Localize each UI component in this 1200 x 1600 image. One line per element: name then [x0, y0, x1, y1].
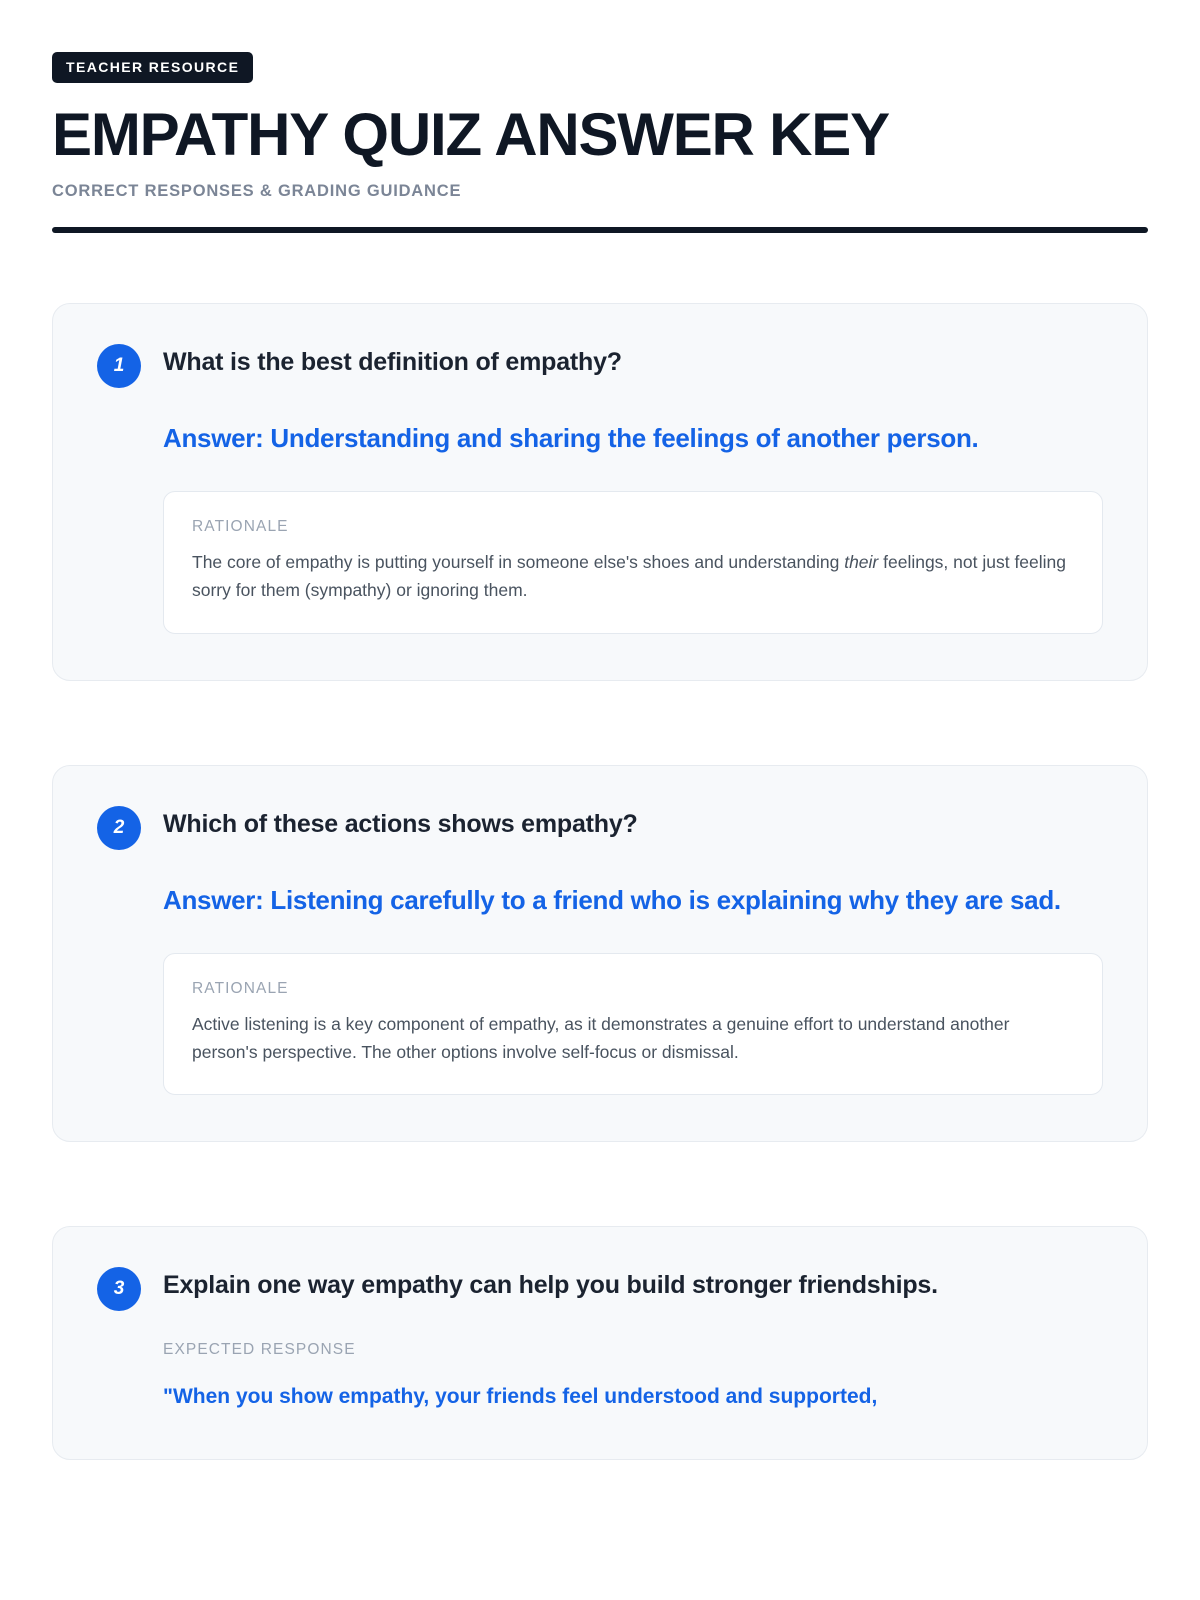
answer-text: Answer: Listening carefully to a friend who is explaining why they are sad.: [163, 884, 1061, 915]
rationale-text-pre: The core of empathy is putting yourself in someone else's shoes and understanding: [192, 551, 845, 572]
question-card: [52, 1226, 1148, 1460]
page-title: EMPATHY QUIZ ANSWER KEY: [52, 101, 889, 168]
question-body: [97, 1341, 1103, 1413]
page-subtitle: CORRECT RESPONSES & GRADING GUIDANCE: [52, 182, 462, 200]
rationale-text-emphasis: their: [844, 551, 879, 572]
question-text: Explain one way empathy can help you build stronger friendships.: [163, 1271, 938, 1300]
question-number-badge: 2: [97, 806, 141, 850]
question-header: [97, 1269, 1103, 1311]
page-header: [52, 52, 1148, 233]
question-text: What is the best definition of empathy?: [163, 348, 622, 376]
question-number-badge: 3: [97, 1267, 141, 1311]
rationale-label: RATIONALE: [192, 979, 289, 997]
rationale-text-post: feelings, not just feeling sorry for them (sympathy) or ignoring them.: [192, 551, 1067, 601]
question-header: [97, 808, 1103, 850]
rationale-label: RATIONALE: [192, 517, 289, 535]
question-header: [97, 346, 1103, 388]
question-card: [52, 765, 1148, 1143]
expected-response-text: "When you show empathy, your friends feel understood and supported,: [163, 1385, 878, 1409]
question-text: Which of these actions shows empathy?: [163, 809, 638, 838]
question-list: [52, 303, 1148, 1460]
header-divider: [52, 227, 1148, 233]
question-body: [97, 420, 1103, 634]
answer-text: Answer: Understanding and sharing the feelings of another person.: [163, 423, 979, 453]
expected-response-label: EXPECTED RESPONSE: [163, 1341, 356, 1359]
resource-badge: TEACHER RESOURCE: [52, 52, 253, 83]
rationale-text: Active listening is a key component of empathy, as it demonstrates a genuine effort to understand another person's perspective. The other options involve self-focus or dismissal.: [192, 1013, 1010, 1062]
rationale-text: [192, 548, 1074, 605]
question-number-badge: 1: [97, 344, 141, 388]
question-card: [52, 303, 1148, 681]
question-body: [97, 882, 1103, 1096]
rationale-box: [163, 491, 1103, 634]
rationale-box: [163, 953, 1103, 1096]
